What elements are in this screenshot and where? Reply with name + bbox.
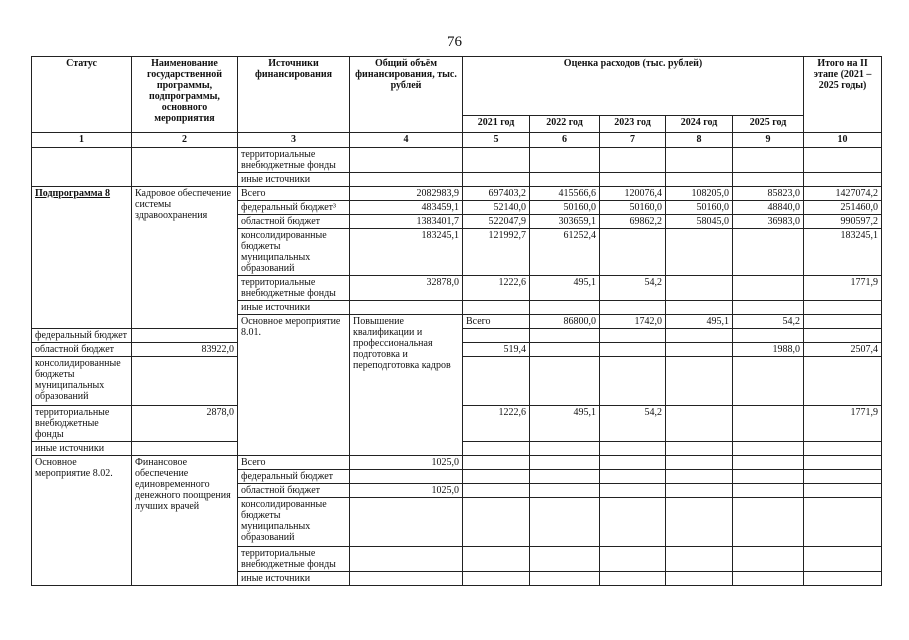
column-number: 1: [32, 133, 132, 148]
value-cell: 83922,0: [132, 343, 238, 357]
source-cell: территориальные внебюджетные фонды: [32, 406, 132, 442]
status-cell: Основное мероприятие 8.01.: [238, 315, 350, 456]
header-estimate: Оценка расходов (тыс. рублей): [463, 57, 804, 116]
column-number: 8: [666, 133, 733, 148]
table-row: [32, 148, 882, 173]
source-cell: территориальные внебюджетные фонды: [238, 547, 350, 572]
source-cell: Всего: [463, 315, 530, 329]
value-cell: 495,1: [666, 315, 733, 329]
value-cell: 86800,0: [530, 315, 600, 329]
table-row: [32, 456, 882, 470]
source-cell: областной бюджет: [238, 215, 350, 229]
status-cell: Подпрограмма 8: [32, 187, 132, 329]
column-number: 6: [530, 133, 600, 148]
column-number: 9: [733, 133, 804, 148]
source-cell: иные источники: [238, 572, 350, 586]
header-year: 2021 год: [463, 116, 530, 133]
column-number: 2: [132, 133, 238, 148]
header-year: 2024 год: [666, 116, 733, 133]
header-status: Статус: [32, 57, 132, 133]
header-year: 2025 год: [733, 116, 804, 133]
header-sources: Источники финансирования: [238, 57, 350, 133]
status-cell: [32, 148, 132, 187]
status-cell: Основное мероприятие 8.02.: [32, 456, 132, 586]
value-cell: 251460,0: [804, 201, 882, 215]
source-cell: областной бюджет: [32, 343, 132, 357]
value-cell: 54,2: [600, 276, 666, 301]
value-cell: 1988,0: [733, 343, 804, 357]
value-cell: 1025,0: [350, 484, 463, 498]
value-cell: 495,1: [530, 276, 600, 301]
value-cell: 2082983,9: [350, 187, 463, 201]
column-number: 10: [804, 133, 882, 148]
name-cell: Финансовое обеспечение единовременного денежного поощрения лучших врачей: [132, 456, 238, 586]
column-number: 4: [350, 133, 463, 148]
value-cell: 183245,1: [804, 229, 882, 276]
value-cell: 121992,7: [463, 229, 530, 276]
value-cell: 483459,1: [350, 201, 463, 215]
value-cell: 1771,9: [804, 276, 882, 301]
value-cell: 1771,9: [804, 406, 882, 442]
source-cell: Всего: [238, 187, 350, 201]
value-cell: 50160,0: [600, 201, 666, 215]
header-stage-total: Итого на II этапе (2021 – 2025 годы): [804, 57, 882, 133]
value-cell: 1383401,7: [350, 215, 463, 229]
value-cell: 522047,9: [463, 215, 530, 229]
header-program-name: Наименование государственной программы, подпрограммы, основного мероприятия: [132, 57, 238, 133]
value-cell: 108205,0: [666, 187, 733, 201]
value-cell: 69862,2: [600, 215, 666, 229]
value-cell: 2878,0: [132, 406, 238, 442]
header-year: 2023 год: [600, 116, 666, 133]
value-cell: 54,2: [600, 406, 666, 442]
value-cell: 52140,0: [463, 201, 530, 215]
source-cell: областной бюджет: [238, 484, 350, 498]
name-cell: Кадровое обеспечение системы здравоохранения: [132, 187, 238, 329]
source-cell: Всего: [238, 456, 350, 470]
source-cell: консолидированные бюджеты муниципальных образований: [238, 498, 350, 547]
source-cell: консолидированные бюджеты муниципальных образований: [32, 357, 132, 406]
value-cell: 48840,0: [733, 201, 804, 215]
source-cell: федеральный бюджет³: [238, 201, 350, 215]
value-cell: 1025,0: [350, 456, 463, 470]
value-cell: 990597,2: [804, 215, 882, 229]
financing-table: [31, 56, 882, 586]
value-cell: 120076,4: [600, 187, 666, 201]
value-cell: 50160,0: [666, 201, 733, 215]
value-cell: 1742,0: [600, 315, 666, 329]
source-cell: федеральный бюджет: [238, 470, 350, 484]
value-cell: 36983,0: [733, 215, 804, 229]
value-cell: 2507,4: [804, 343, 882, 357]
source-cell: консолидированные бюджеты муниципальных образований: [238, 229, 350, 276]
source-cell: иные источники: [238, 173, 350, 187]
table-row: [32, 187, 882, 201]
value-cell: 1222,6: [463, 276, 530, 301]
source-cell: федеральный бюджет: [32, 329, 132, 343]
value-cell: 32878,0: [350, 276, 463, 301]
source-cell: иные источники: [32, 442, 132, 456]
value-cell: 183245,1: [350, 229, 463, 276]
source-cell: иные источники: [238, 301, 350, 315]
value-cell: 519,4: [463, 343, 530, 357]
column-number: 3: [238, 133, 350, 148]
source-cell: территориальные внебюджетные фонды: [238, 276, 350, 301]
value-cell: 50160,0: [530, 201, 600, 215]
value-cell: 495,1: [530, 406, 600, 442]
value-cell: 415566,6: [530, 187, 600, 201]
value-cell: 1222,6: [463, 406, 530, 442]
value-cell: 303659,1: [530, 215, 600, 229]
column-number: 5: [463, 133, 530, 148]
value-cell: 61252,4: [530, 229, 600, 276]
value-cell: 697403,2: [463, 187, 530, 201]
name-cell: Повышение квалификации и профессиональная подготовка и переподготовка кадров: [350, 315, 463, 456]
value-cell: 1427074,2: [804, 187, 882, 201]
value-cell: 54,2: [733, 315, 804, 329]
header-total-volume: Общий объём финансирования, тыс. рублей: [350, 57, 463, 133]
value-cell: 58045,0: [666, 215, 733, 229]
value-cell: 85823,0: [733, 187, 804, 201]
page-number: 76: [447, 34, 462, 50]
name-cell: [132, 148, 238, 187]
column-number: 7: [600, 133, 666, 148]
source-cell: территориальные внебюджетные фонды: [238, 148, 350, 173]
header-year: 2022 год: [530, 116, 600, 133]
